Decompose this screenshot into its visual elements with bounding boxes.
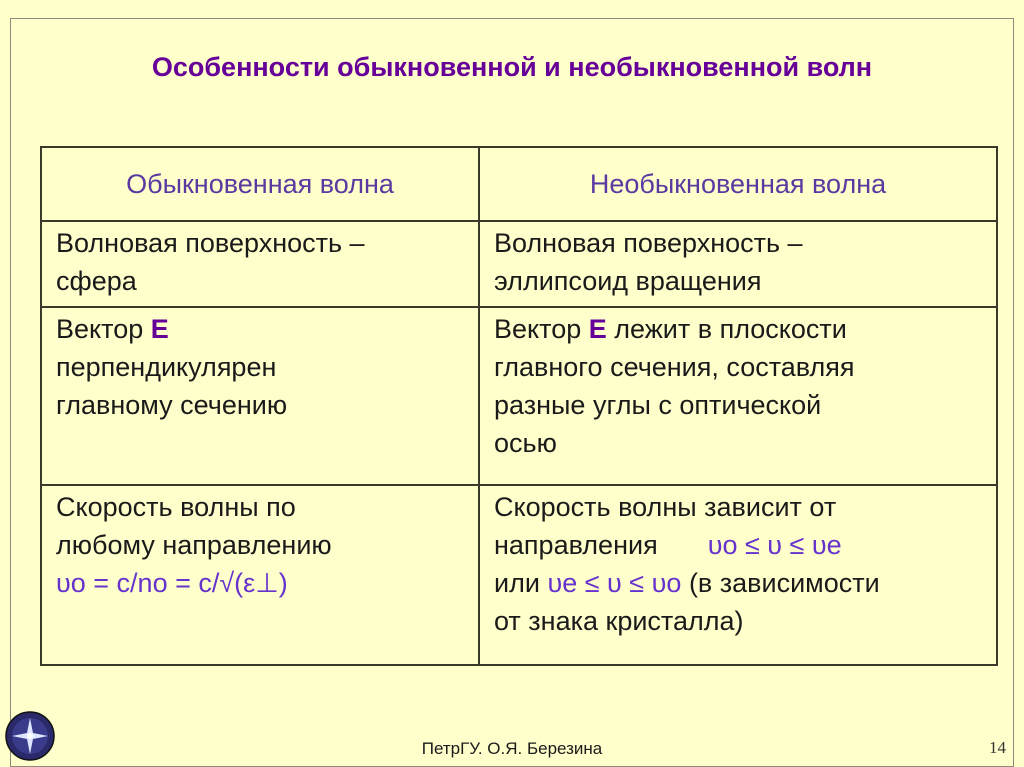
- cell-text: или: [494, 568, 540, 598]
- ordinary-speed-formula: υo = c/no = c/√(ε⊥): [56, 568, 288, 598]
- table-row-wave-surface: [41, 221, 997, 307]
- cell-line: главному сечению: [56, 390, 288, 420]
- cell-line: любому направлению: [56, 530, 332, 560]
- vector-e-symbol: E: [150, 314, 169, 344]
- page-number: 14: [989, 738, 1006, 757]
- cell-line: Скорость волны по: [56, 492, 296, 522]
- header-extraordinary-wave: Необыкновенная волна: [479, 147, 997, 221]
- cell-line: сфера: [56, 266, 137, 296]
- cell-line: [494, 526, 984, 564]
- cell-line: Волновая поверхность –: [56, 228, 365, 258]
- slide-title: Особенности обыкновенной и необыкновенной волн: [151, 52, 873, 82]
- comparison-table: [40, 146, 998, 666]
- footer-author: ПетрГУ. О.Я. Березина: [421, 739, 603, 758]
- cell-extraordinary-surface: [479, 221, 997, 307]
- table-row-wave-speed: [41, 485, 997, 665]
- cell-line: [494, 310, 984, 348]
- cell-line: перпендикулярен: [56, 352, 277, 382]
- cell-text: лежит в плоскости: [606, 314, 847, 344]
- cell-text: направления: [494, 530, 658, 560]
- cell-line: [56, 310, 466, 348]
- vector-e-symbol: E: [588, 314, 607, 344]
- speed-range-formula-2: υe ≤ υ ≤ υo: [547, 568, 682, 598]
- cell-text: Вектор: [494, 314, 589, 344]
- table-row-vector-e: [41, 307, 997, 485]
- cell-line: осью: [494, 428, 557, 458]
- cell-line: Волновая поверхность –: [494, 228, 803, 258]
- header-ordinary-wave: Обыкновенная волна: [41, 147, 479, 221]
- cell-line: Скорость волны зависит от: [494, 492, 837, 522]
- cell-extraordinary-vector: [479, 307, 997, 485]
- cell-text: Вектор: [56, 314, 151, 344]
- cell-text: (в зависимости: [688, 568, 880, 598]
- cell-line: от знака кристалла): [494, 606, 744, 636]
- cell-line: главного сечения, составляя: [494, 352, 855, 382]
- cell-ordinary-speed: [41, 485, 479, 665]
- cell-line: разные углы с оптической: [494, 390, 822, 420]
- table-header-row: [41, 147, 997, 221]
- cell-ordinary-vector: [41, 307, 479, 485]
- speed-range-formula-1: υo ≤ υ ≤ υe: [707, 530, 842, 560]
- cell-line: [494, 564, 984, 602]
- cell-ordinary-surface: [41, 221, 479, 307]
- cell-line: эллипсоид вращения: [494, 266, 762, 296]
- cell-extraordinary-speed: [479, 485, 997, 665]
